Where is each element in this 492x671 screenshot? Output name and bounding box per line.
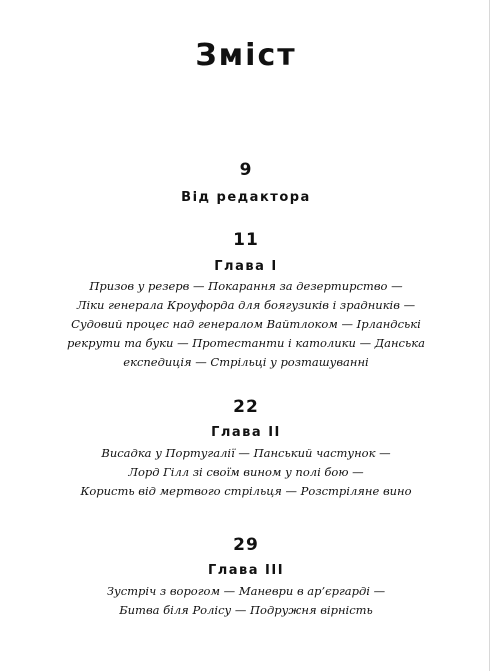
entry-description-line: Зустріч з ворогом — Маневри в ар’єргарді — (106, 584, 386, 598)
entry-description-line: Судовий процес над генералом Вайтлоком — Ірландські (71, 317, 421, 331)
entry-heading: Глава III (207, 563, 285, 578)
entry-heading: Глава II (211, 425, 281, 440)
entry-description-line: Ліки генерала Кроуфорда для боягузиків і зрадників — (76, 298, 416, 312)
entry-page-number: 22 (233, 397, 259, 417)
entry-heading: Глава I (214, 259, 278, 274)
entry-description-line: експедиція — Стрільці у розташуванні (123, 355, 369, 369)
entry-description-line: Призов у резерв — Покарання за дезертирство — (89, 279, 403, 293)
entry-description-line: Користь від мертвого стрільця — Розстріляне вино (80, 484, 412, 498)
entry-page-number: 11 (233, 230, 259, 250)
entry-description (0, 582, 492, 620)
entry-page-number: 29 (233, 535, 259, 555)
entry-description-line: Висадка у Португалії — Панський частунок — (101, 446, 391, 460)
entry-page-number: 9 (239, 160, 253, 180)
entry-description (0, 444, 492, 501)
entry-description (0, 277, 492, 372)
page-title: Зміст (195, 38, 297, 73)
entry-heading: Від редактора (181, 190, 311, 205)
entry-description-line: Битва біля Ролісу — Подружня вірність (119, 603, 373, 617)
entry-description-line: Лорд Гілл зі своїм вином у полі бою — (128, 465, 364, 479)
entry-description-line: рекрути та буки — Протестанти і католики — Данська (67, 336, 425, 350)
